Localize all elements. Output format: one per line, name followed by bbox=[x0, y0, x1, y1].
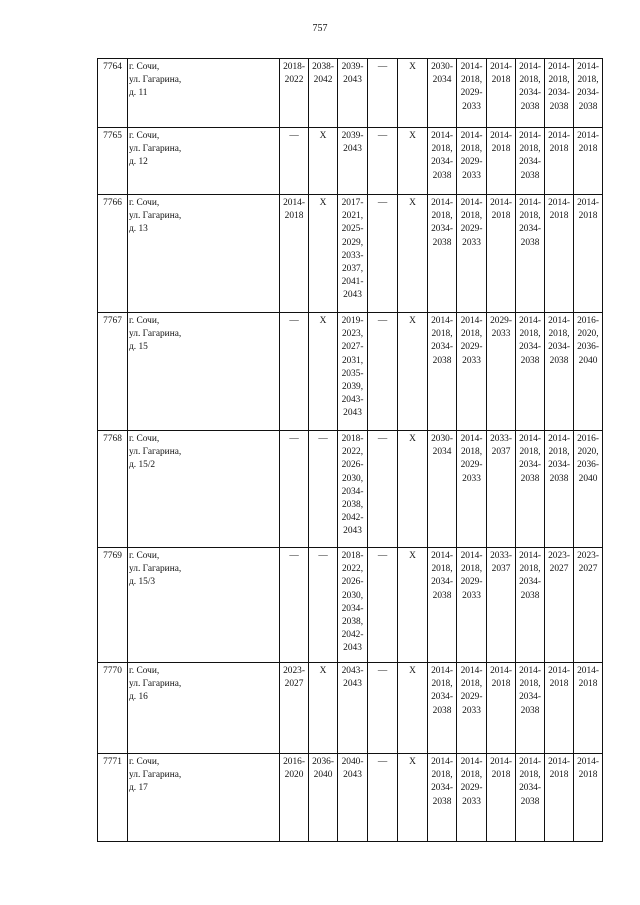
period-value: 2014- 2018, 2029- 2033 bbox=[460, 316, 483, 366]
period-cell bbox=[280, 663, 309, 754]
period-cell bbox=[457, 313, 487, 431]
table-body bbox=[98, 59, 603, 842]
period-cell bbox=[574, 754, 603, 842]
period-value: 2014- 2018, 2034- 2038 bbox=[519, 198, 541, 248]
period-value: 2014- 2018, 2034- 2038 bbox=[431, 131, 453, 181]
period-value: 2014- 2018, 2034- 2038 bbox=[519, 316, 541, 366]
period-cell bbox=[338, 59, 368, 128]
period-value: 2039- 2043 bbox=[341, 62, 364, 86]
period-value: X bbox=[409, 757, 416, 767]
period-value: 2014- 2018, 2034- 2038 bbox=[431, 551, 453, 601]
period-cell bbox=[574, 128, 603, 195]
period-value: X bbox=[319, 131, 327, 141]
period-value: 2014- 2018, 2034- 2038 bbox=[431, 316, 453, 366]
period-cell bbox=[516, 128, 545, 195]
period-cell bbox=[574, 548, 603, 663]
address-cell: г. Сочи, ул. Гагарина, д. 11 bbox=[128, 59, 280, 128]
period-value: 2014- 2018, 2029- 2033 bbox=[460, 666, 483, 716]
period-value: 2039- 2043 bbox=[341, 131, 364, 155]
row-number: 7770 bbox=[98, 663, 128, 754]
period-value: 2018- 2022, 2026- 2030, 2034- 2038, 2042- 2043 bbox=[341, 434, 364, 537]
period-cell bbox=[368, 754, 398, 842]
period-cell bbox=[368, 195, 398, 313]
period-cell bbox=[280, 754, 309, 842]
period-value: 2014- 2018, 2034- 2038 bbox=[548, 62, 570, 112]
period-value: 2016- 2020, 2036- 2040 bbox=[577, 316, 599, 366]
period-cell bbox=[309, 128, 338, 195]
period-value: 2014- 2018, 2034- 2038 bbox=[431, 666, 453, 716]
period-value: — bbox=[377, 757, 388, 767]
period-cell bbox=[338, 663, 368, 754]
period-cell bbox=[338, 431, 368, 548]
page-number: 757 bbox=[312, 23, 328, 34]
table-row bbox=[98, 128, 603, 195]
period-cell bbox=[574, 663, 603, 754]
table-row bbox=[98, 754, 603, 842]
period-value: 2014- 2018 bbox=[577, 666, 599, 690]
period-value: 2014- 2018, 2034- 2038 bbox=[431, 757, 453, 807]
period-cell bbox=[280, 128, 309, 195]
address-cell: г. Сочи, ул. Гагарина, д. 16 bbox=[128, 663, 280, 754]
row-number: 7765 bbox=[98, 128, 128, 195]
period-value: — bbox=[289, 551, 299, 561]
period-value: X bbox=[409, 434, 416, 444]
row-number: 7768 bbox=[98, 431, 128, 548]
period-cell bbox=[545, 663, 574, 754]
period-cell bbox=[545, 313, 574, 431]
period-value: X bbox=[409, 62, 416, 72]
period-value: 2014- 2018 bbox=[283, 198, 305, 222]
overhaul-schedule-table bbox=[97, 58, 603, 842]
row-number: 7764 bbox=[98, 59, 128, 128]
period-cell bbox=[368, 128, 398, 195]
period-cell bbox=[398, 431, 428, 548]
address-cell: г. Сочи, ул. Гагарина, д. 15/2 bbox=[128, 431, 280, 548]
period-cell bbox=[398, 548, 428, 663]
period-value: 2014- 2018 bbox=[548, 666, 570, 690]
period-value: X bbox=[319, 316, 327, 326]
period-value: 2014- 2018, 2034- 2038 bbox=[548, 434, 570, 484]
period-cell bbox=[457, 128, 487, 195]
period-value: 2014- 2018 bbox=[577, 757, 599, 781]
period-cell bbox=[428, 548, 457, 663]
period-value: — bbox=[318, 551, 328, 561]
period-value: 2014- 2018, 2034- 2038 bbox=[577, 62, 599, 112]
period-value: X bbox=[409, 666, 416, 676]
period-value: — bbox=[377, 62, 388, 72]
period-value: 2014- 2018, 2034- 2038 bbox=[519, 131, 541, 181]
period-cell bbox=[309, 59, 338, 128]
period-cell bbox=[428, 313, 457, 431]
period-cell bbox=[280, 548, 309, 663]
period-cell bbox=[338, 195, 368, 313]
period-cell bbox=[457, 59, 487, 128]
period-value: 2018- 2022 bbox=[283, 62, 305, 86]
period-cell bbox=[545, 548, 574, 663]
period-value: 2014- 2018 bbox=[490, 666, 512, 690]
period-cell bbox=[398, 59, 428, 128]
table-row bbox=[98, 313, 603, 431]
period-value: 2038- 2042 bbox=[312, 62, 334, 86]
period-cell bbox=[545, 59, 574, 128]
period-cell bbox=[309, 313, 338, 431]
period-cell bbox=[280, 313, 309, 431]
period-cell bbox=[457, 663, 487, 754]
period-cell bbox=[574, 431, 603, 548]
period-value: 2014- 2018, 2034- 2038 bbox=[519, 757, 541, 807]
period-value: — bbox=[377, 434, 388, 444]
period-value: 2017- 2021, 2025- 2029, 2033- 2037, 2041- 2043 bbox=[341, 198, 364, 301]
period-cell bbox=[545, 195, 574, 313]
period-cell bbox=[457, 431, 487, 548]
period-cell bbox=[280, 59, 309, 128]
period-value: 2043- 2043 bbox=[341, 666, 364, 690]
period-cell bbox=[428, 754, 457, 842]
period-cell bbox=[428, 431, 457, 548]
period-cell bbox=[368, 548, 398, 663]
period-value: 2014- 2018 bbox=[548, 757, 570, 781]
period-value: 2014- 2018 bbox=[490, 757, 512, 781]
period-cell bbox=[398, 313, 428, 431]
period-cell bbox=[574, 195, 603, 313]
row-number: 7767 bbox=[98, 313, 128, 431]
period-value: 2014- 2018, 2034- 2038 bbox=[519, 551, 541, 601]
period-cell bbox=[487, 431, 516, 548]
period-cell bbox=[428, 195, 457, 313]
period-value: 2014- 2018, 2034- 2038 bbox=[519, 666, 541, 716]
period-cell bbox=[398, 128, 428, 195]
period-cell bbox=[428, 128, 457, 195]
table-row bbox=[98, 548, 603, 663]
period-cell bbox=[487, 128, 516, 195]
table-row bbox=[98, 59, 603, 128]
period-value: — bbox=[289, 131, 299, 141]
period-value: 2014- 2018 bbox=[490, 62, 512, 86]
period-cell bbox=[545, 754, 574, 842]
period-value: 2019- 2023, 2027- 2031, 2035- 2039, 2043- 2043 bbox=[341, 316, 364, 419]
period-cell bbox=[516, 754, 545, 842]
period-value: 2023- 2027 bbox=[283, 666, 305, 690]
period-value: 2014- 2018 bbox=[577, 131, 599, 155]
address-cell: г. Сочи, ул. Гагарина, д. 12 bbox=[128, 128, 280, 195]
period-value: 2016- 2020, 2036- 2040 bbox=[577, 434, 599, 484]
period-cell bbox=[487, 754, 516, 842]
period-value: 2014- 2018 bbox=[577, 198, 599, 222]
period-cell bbox=[309, 548, 338, 663]
period-cell bbox=[309, 195, 338, 313]
period-cell bbox=[428, 663, 457, 754]
period-value: 2014- 2018, 2029- 2033 bbox=[460, 131, 483, 181]
period-value: X bbox=[409, 131, 416, 141]
period-value: — bbox=[289, 316, 299, 326]
period-value: X bbox=[409, 316, 416, 326]
period-value: 2014- 2018, 2034- 2038 bbox=[431, 198, 453, 248]
period-cell bbox=[487, 663, 516, 754]
table-row bbox=[98, 195, 603, 313]
address-cell: г. Сочи, ул. Гагарина, д. 15/3 bbox=[128, 548, 280, 663]
period-value: 2023- 2027 bbox=[548, 551, 570, 575]
period-value: — bbox=[377, 666, 388, 676]
period-value: — bbox=[377, 131, 388, 141]
row-number: 7769 bbox=[98, 548, 128, 663]
period-value: 2014- 2018, 2029- 2033 bbox=[460, 434, 483, 484]
period-cell bbox=[516, 663, 545, 754]
period-value: 2014- 2018 bbox=[548, 198, 570, 222]
period-cell bbox=[368, 431, 398, 548]
period-cell bbox=[428, 59, 457, 128]
period-cell bbox=[280, 431, 309, 548]
period-cell bbox=[338, 128, 368, 195]
period-value: 2018- 2022, 2026- 2030, 2034- 2038, 2042- 2043 bbox=[341, 551, 364, 654]
period-value: 2036- 2040 bbox=[312, 757, 334, 781]
period-cell bbox=[457, 195, 487, 313]
period-cell bbox=[280, 195, 309, 313]
period-cell bbox=[574, 59, 603, 128]
address-cell: г. Сочи, ул. Гагарина, д. 13 bbox=[128, 195, 280, 313]
period-value: 2014- 2018 bbox=[548, 131, 570, 155]
period-cell bbox=[368, 663, 398, 754]
row-number: 7766 bbox=[98, 195, 128, 313]
table-row bbox=[98, 431, 603, 548]
period-value: 2014- 2018, 2029- 2033 bbox=[460, 551, 483, 601]
period-cell bbox=[398, 195, 428, 313]
period-value: 2014- 2018, 2034- 2038 bbox=[519, 434, 541, 484]
period-value: 2014- 2018, 2034- 2038 bbox=[548, 316, 570, 366]
period-value: X bbox=[409, 198, 416, 208]
period-cell bbox=[309, 663, 338, 754]
period-cell bbox=[516, 431, 545, 548]
period-cell bbox=[368, 59, 398, 128]
period-cell bbox=[545, 431, 574, 548]
row-number: 7771 bbox=[98, 754, 128, 842]
period-value: 2040- 2043 bbox=[341, 757, 364, 781]
period-value: 2014- 2018, 2029- 2033 bbox=[460, 62, 483, 112]
period-cell bbox=[487, 548, 516, 663]
period-value: 2033- 2037 bbox=[490, 434, 512, 458]
period-value: 2014- 2018, 2034- 2038 bbox=[519, 62, 541, 112]
period-value: 2023- 2027 bbox=[577, 551, 599, 575]
period-cell bbox=[398, 663, 428, 754]
period-cell bbox=[516, 548, 545, 663]
period-value: 2030- 2034 bbox=[431, 434, 453, 458]
period-value: 2016- 2020 bbox=[283, 757, 305, 781]
period-cell bbox=[516, 313, 545, 431]
period-cell bbox=[368, 313, 398, 431]
period-value: — bbox=[318, 434, 328, 444]
period-cell bbox=[398, 754, 428, 842]
period-value: — bbox=[377, 198, 388, 208]
period-cell bbox=[487, 59, 516, 128]
period-cell bbox=[487, 313, 516, 431]
period-value: — bbox=[377, 551, 388, 561]
period-value: 2014- 2018 bbox=[490, 131, 512, 155]
period-value: X bbox=[319, 666, 327, 676]
period-cell bbox=[338, 548, 368, 663]
period-cell bbox=[457, 754, 487, 842]
period-cell bbox=[309, 754, 338, 842]
period-cell bbox=[545, 128, 574, 195]
period-cell bbox=[574, 313, 603, 431]
period-cell bbox=[516, 195, 545, 313]
period-cell bbox=[338, 754, 368, 842]
address-cell: г. Сочи, ул. Гагарина, д. 15 bbox=[128, 313, 280, 431]
period-cell bbox=[338, 313, 368, 431]
table-row bbox=[98, 663, 603, 754]
period-cell bbox=[457, 548, 487, 663]
period-value: 2014- 2018, 2029- 2033 bbox=[460, 757, 483, 807]
period-value: 2033- 2037 bbox=[490, 551, 512, 575]
period-value: 2014- 2018 bbox=[490, 198, 512, 222]
period-value: — bbox=[289, 434, 299, 444]
period-cell bbox=[516, 59, 545, 128]
period-value: 2014- 2018, 2029- 2033 bbox=[460, 198, 483, 248]
address-cell: г. Сочи, ул. Гагарина, д. 17 bbox=[128, 754, 280, 842]
period-value: — bbox=[377, 316, 388, 326]
period-value: X bbox=[409, 551, 416, 561]
period-value: 2029- 2033 bbox=[490, 316, 512, 340]
period-value: X bbox=[319, 198, 327, 208]
period-cell bbox=[487, 195, 516, 313]
period-value: 2030- 2034 bbox=[431, 62, 453, 86]
period-cell bbox=[309, 431, 338, 548]
